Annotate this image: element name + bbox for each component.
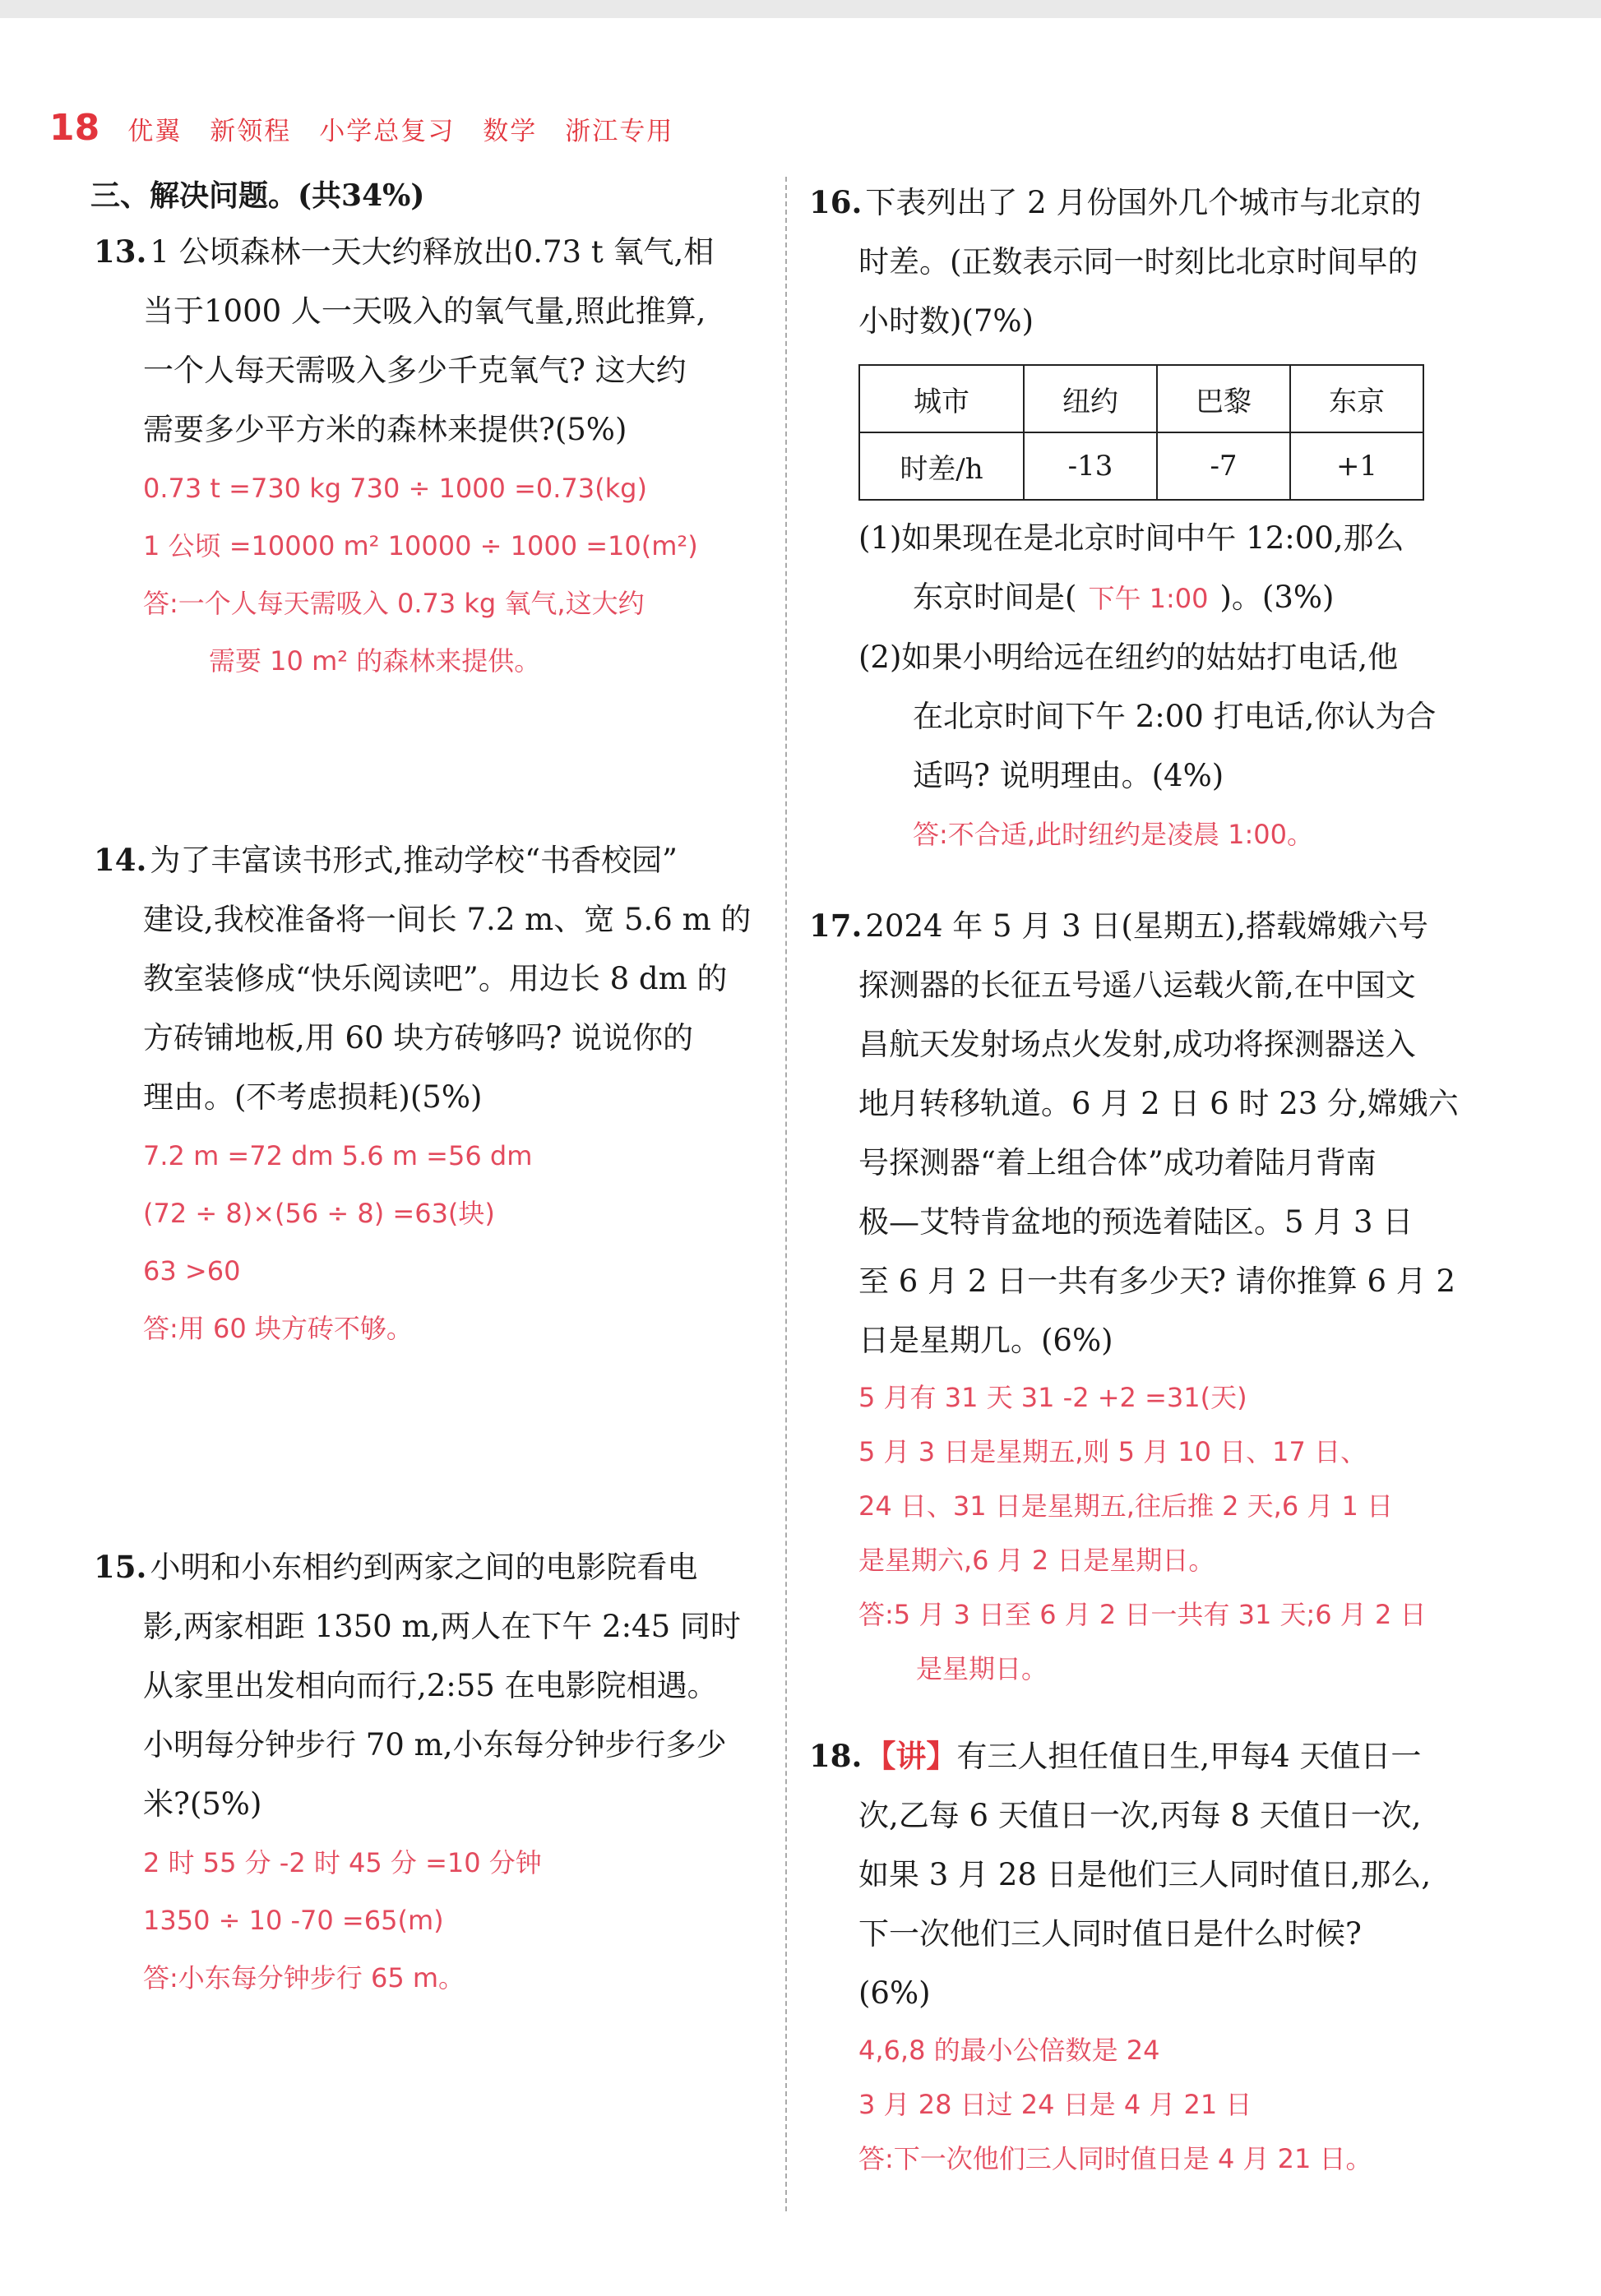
- table-cell: 城市: [859, 365, 1024, 432]
- question-number: 15.: [94, 1549, 147, 1585]
- question-text: 在北京时间下午 2:00 打电话,你认为合: [913, 699, 1437, 734]
- question-text: 小明和小东相约到两家之间的电影院看电: [150, 1550, 698, 1585]
- table-cell: +1: [1290, 432, 1423, 500]
- question-text: 教室装修成“快乐阅读吧”。用边长 8 dm 的: [143, 961, 728, 996]
- question-text: 有三人担任值日生,甲每4 天值日一: [956, 1739, 1422, 1774]
- question-text: (1)如果现在是北京时间中午 12:00,那么: [858, 520, 1404, 556]
- question-text: 号探测器“着上组合体”成功着陆月背南: [858, 1145, 1377, 1180]
- header-region: 浙江专用: [565, 117, 674, 146]
- question-text: 1 公顷森林一天大约释放出0.73 t 氧气,相: [150, 234, 715, 270]
- question-16: [809, 173, 1483, 863]
- question-text: 影,两家相距 1350 m,两人在下午 2:45 同时: [143, 1609, 741, 1644]
- answer-line: 5 月 3 日是星期五,则 5 月 10 日、17 日、: [858, 1436, 1367, 1467]
- answer-line: 4,6,8 的最小公倍数是 24: [858, 2035, 1160, 2066]
- question-number: 13.: [94, 233, 147, 270]
- answer-line: 1 公顷 =10000 m² 10000 ÷ 1000 =10(m²): [143, 530, 698, 561]
- question-text: 理由。(不考虑损耗)(5%): [143, 1079, 483, 1115]
- fill-blank-answer: 下午 1:00: [1088, 583, 1209, 614]
- question-14: [94, 830, 768, 1357]
- answer-line: 2 时 55 分 -2 时 45 分 =10 分钟: [143, 1847, 542, 1878]
- question-text: 需要多少平方米的森林来提供?(5%): [143, 412, 627, 447]
- time-difference-table: [858, 364, 1424, 501]
- question-text: 至 6 月 2 日一共有多少天? 请你推算 6 月 2: [858, 1263, 1456, 1299]
- answer-line: 答:一个人每天需吸入 0.73 kg 氧气,这大约: [143, 588, 645, 619]
- question-text: 极—艾特肯盆地的预选着陆区。5 月 3 日: [858, 1204, 1414, 1240]
- question-text: 为了丰富读书形式,推动学校“书香校园”: [150, 843, 678, 878]
- table-cell: 东京: [1290, 365, 1423, 432]
- answer-line: 5 月有 31 天 31 -2 +2 =31(天): [858, 1382, 1247, 1413]
- question-text: 地月转移轨道。6 月 2 日 6 时 23 分,嫦娥六: [858, 1086, 1459, 1121]
- question-number: 14.: [94, 842, 147, 878]
- answer-line: 是星期六,6 月 2 日是星期日。: [858, 1545, 1215, 1576]
- answer-line: 答:5 月 3 日至 6 月 2 日一共有 31 天;6 月 2 日: [858, 1599, 1427, 1630]
- question-number: 16.: [809, 184, 863, 220]
- header-brand: 优翼: [127, 117, 183, 146]
- table-cell: 纽约: [1024, 365, 1157, 432]
- question-text: 如果 3 月 28 日是他们三人同时值日,那么,: [858, 1857, 1432, 1892]
- lecture-tag: 【讲】: [865, 1738, 957, 1774]
- question-text: 小时数)(7%): [858, 303, 1034, 339]
- header-series: 新领程: [210, 117, 292, 146]
- question-text: 下表列出了 2 月份国外几个城市与北京的: [865, 185, 1422, 220]
- column-divider: [785, 177, 787, 2211]
- question-number: 18.: [809, 1738, 863, 1774]
- question-text: 2024 年 5 月 3 日(星期五),搭载嫦娥六号: [865, 908, 1429, 944]
- page-number: 18: [49, 107, 100, 149]
- answer-line: 3 月 28 日过 24 日是 4 月 21 日: [858, 2089, 1252, 2120]
- question-number: 17.: [809, 908, 863, 944]
- question-text: 从家里出发相向而行,2:55 在电影院相遇。: [143, 1668, 718, 1703]
- table-cell: 巴黎: [1157, 365, 1290, 432]
- sub-question-2: [809, 628, 1483, 863]
- question-13: [94, 222, 768, 690]
- question-text: 东京时间是(: [913, 580, 1077, 615]
- answer-line: 0.73 t =730 kg 730 ÷ 1000 =0.73(kg): [143, 473, 647, 504]
- answer-line: 是星期日。: [916, 1653, 1048, 1684]
- question-text: 昌航天发射场点火发射,成功将探测器送入: [858, 1027, 1416, 1062]
- question-text: 探测器的长征五号遥八运载火箭,在中国文: [858, 968, 1416, 1003]
- answer-line: 需要 10 m² 的森林来提供。: [209, 645, 541, 677]
- answer-line: 答:用 60 块方砖不够。: [143, 1313, 413, 1344]
- table-cell: -7: [1157, 432, 1290, 500]
- page-header: [49, 107, 673, 164]
- question-text: )。(3%): [1219, 580, 1335, 615]
- answer-line: 7.2 m =72 dm 5.6 m =56 dm: [143, 1140, 533, 1171]
- question-text: 米?(5%): [143, 1786, 262, 1822]
- scan-top-edge: [0, 0, 1601, 18]
- question-17: [809, 896, 1483, 1696]
- question-15: [94, 1537, 768, 2007]
- question-text: (6%): [858, 1975, 931, 2011]
- left-column: [90, 173, 768, 1993]
- answer-line: 答:不合适,此时纽约是凌晨 1:00。: [913, 819, 1313, 850]
- question-18: [809, 1726, 1483, 2186]
- question-text: (2)如果小明给远在纽约的姑姑打电话,他: [858, 640, 1399, 675]
- answer-line: 答:小东每分钟步行 65 m。: [143, 1962, 465, 1993]
- answer-line: 答:下一次他们三人同时值日是 4 月 21 日。: [858, 2143, 1372, 2174]
- question-text: 时差。(正数表示同一时刻比北京时间早的: [858, 244, 1418, 279]
- table-row: [859, 365, 1423, 432]
- question-text: 方砖铺地板,用 60 块方砖够吗? 说说你的: [143, 1020, 693, 1056]
- answer-line: 24 日、31 日是星期五,往后推 2 天,6 月 1 日: [858, 1490, 1394, 1522]
- question-text: 下一次他们三人同时值日是什么时候?: [858, 1916, 1362, 1952]
- question-text: 日是星期几。(6%): [858, 1323, 1113, 1358]
- answer-line: (72 ÷ 8)×(56 ÷ 8) =63(块): [143, 1198, 495, 1229]
- section-title: 三、解决问题。(共34%): [90, 178, 425, 213]
- question-text: 适吗? 说明理由。(4%): [913, 758, 1224, 793]
- table-row: [859, 432, 1423, 500]
- question-text: 小明每分钟步行 70 m,小东每分钟步行多少: [143, 1727, 727, 1762]
- table-cell: -13: [1024, 432, 1157, 500]
- answer-line: 63 >60: [143, 1255, 241, 1287]
- question-text: 建设,我校准备将一间长 7.2 m、宽 5.6 m 的: [143, 902, 752, 937]
- header-subject: 数学: [483, 117, 538, 146]
- answer-line: 1350 ÷ 10 -70 =65(m): [143, 1905, 444, 1936]
- table-cell: 时差/h: [859, 432, 1024, 500]
- question-text: 当于1000 人一天吸入的氧气量,照此推算,: [143, 293, 706, 329]
- header-book: 小学总复习: [319, 117, 456, 146]
- question-text: 一个人每天需吸入多少千克氧气? 这大约: [143, 353, 687, 388]
- question-text: 次,乙每 6 天值日一次,丙每 8 天值日一次,: [858, 1798, 1422, 1833]
- sub-question-1: [809, 509, 1483, 628]
